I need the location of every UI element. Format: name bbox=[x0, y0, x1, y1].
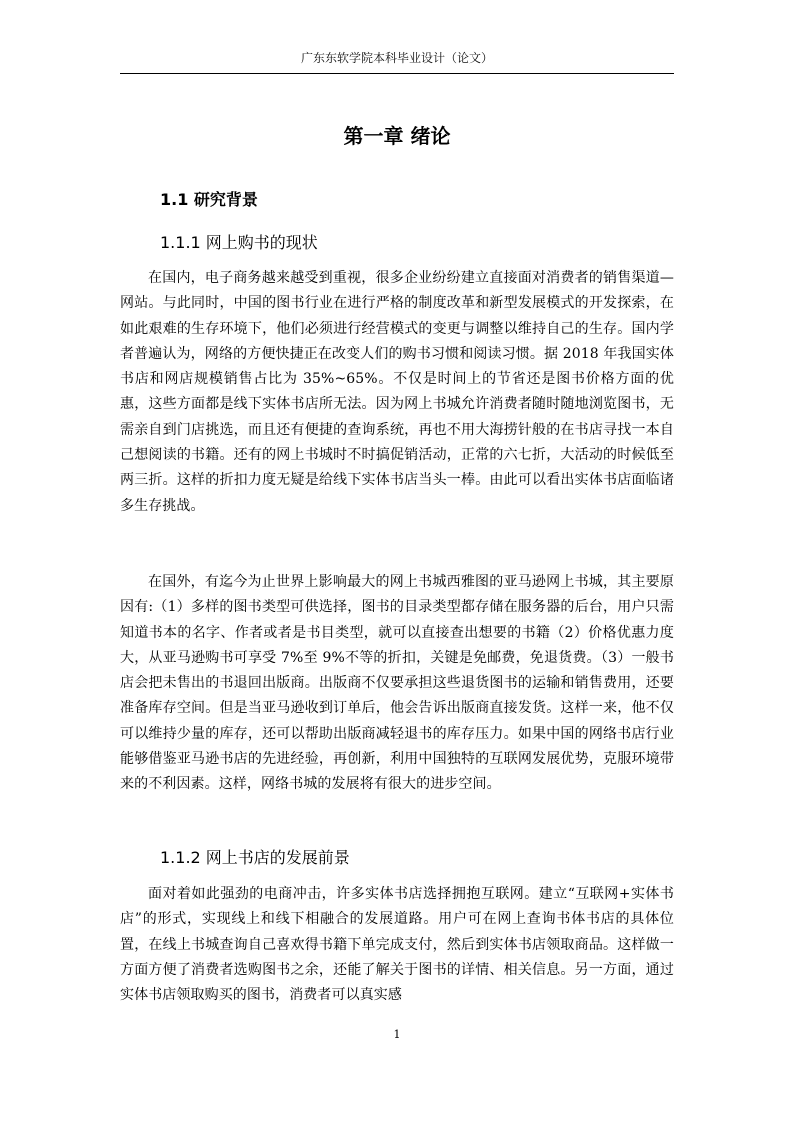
section-heading-1-1: 1.1 研究背景 bbox=[160, 190, 258, 209]
section-heading-1-1-2: 1.1.2 网上书店的发展前景 bbox=[160, 848, 350, 867]
page-number: 1 bbox=[393, 1028, 401, 1041]
running-header: 广东东软学院本科毕业设计（论文） bbox=[300, 51, 493, 65]
chapter-title: 第一章 绪论 bbox=[343, 124, 451, 148]
section-heading-1-1-1: 1.1.1 网上购书的现状 bbox=[160, 233, 318, 252]
paragraph-overseas: 在国外，有迄今为止世界上影响最大的网上书城西雅图的亚马逊网上书城，其主要原因有:（1）多样的图书类型可供选择，图书的目录类型都存储在服务器的后台，用户只需知道书本的名字、作者或者是书目类型，就可以直接查出想要的书籍（2）价格优惠力度大，从亚马逊购书可享受 7%至 9%不等的折扣，关键是免邮费，免退货费。（3）一般书店会把未售出的书退回出版商。出版商不仅要承担这些退货图书的运输和销售费用，还要准备库存空间。但是当亚马逊收到订单后，他会告诉出版商直接发货。这样一来，他不仅可以维持少量的库存，还可以帮助出版商减轻退书的库存压力。如果中国的网络书店行业能够借鉴亚马逊书店的先进经验，再创新，利用中国独特的互联网发展优势，克服环境带来的不利因素。这样，网络书城的发展将有很大的进步空间。 bbox=[120, 574, 674, 793]
paragraph-domestic: 在国内，电子商务越来越受到重视，很多企业纷纷建立直接面对消费者的销售渠道—网站。与此同时，中国的图书行业在进行严格的制度改革和新型发展模式的开发探索，在如此艰难的生存环境下，他们必须进行经营模式的变更与调整以维持自己的生存。国内学者普遍认为，网络的方便快捷正在改变人们的购书习惯和阅读习惯。据 2018 年我国实体书店和网店规模销售占比为 35%~65%。不仅是时间上的节省还是图书价格方面的优惠，这些方面都是线下实体书店所无法。因为网上书城允许消费者随时随地浏览图书，无需亲自到门店挑选，而且还有便捷的查询系统，再也不用大海捞针般的在书店寻找一本自己想阅读的书籍。还有的网上书城时不时搞促销活动，正常的六七折，大活动的时候低至两三折。这样的折扣力度无疑是给线下实体书店当头一棒。由此可以看出实体书店面临诸多生存挑战。 bbox=[120, 270, 674, 514]
header-rule bbox=[120, 73, 674, 74]
paragraph-prospects: 面对着如此强劲的电商冲击，许多实体书店选择拥抱互联网。建立“互联网+实体书店”的形式，实现线上和线下相融合的发展道路。用户可在网上查询书体书店的具体位置，在线上书城查询自己喜欢得书籍下单完成支付，然后到实体书店领取商品。这样做一方面方便了消费者选购图书之余，还能了解关于图书的详情、相关信息。另一方面，通过实体书店领取购买的图书，消费者可以真实感 bbox=[120, 886, 674, 1004]
